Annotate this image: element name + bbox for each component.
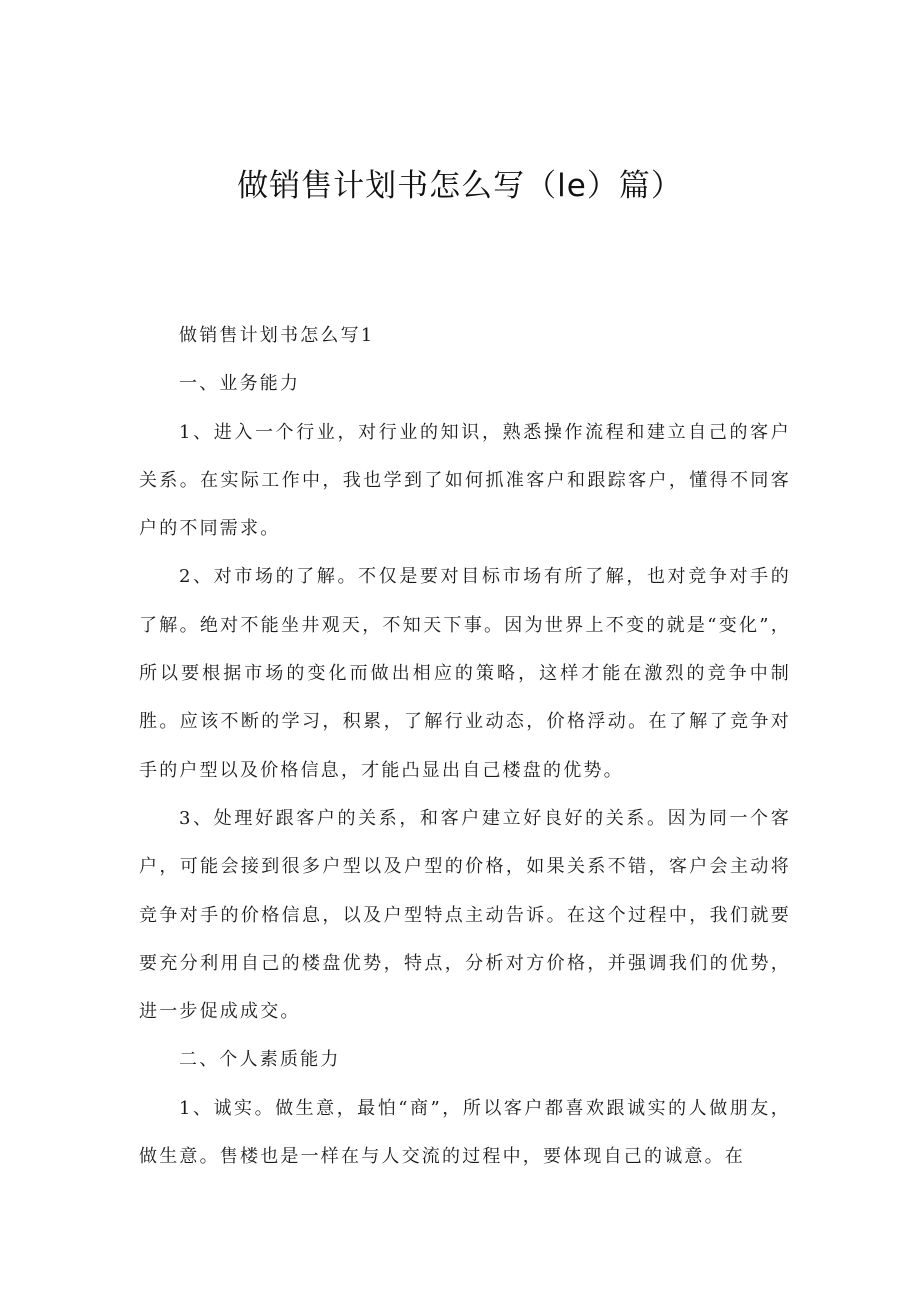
section-heading: 做销售计划书怎么写1 (179, 325, 375, 346)
body-paragraph: 1、进入一个行业，对行业的知识，熟悉操作流程和建立自己的客户关系。在实际工作中，我也学到了如何抓准客户和跟踪客户，懂得不同客户的不同需求。 (139, 421, 791, 540)
body-paragraph: 1、诚实。做生意，最怕“商”，所以客户都喜欢跟诚实的人做朋友，做生意。售楼也是一样在与人交流的过程中，要体现自己的诚意。在 (139, 1097, 791, 1168)
body-paragraph: 2、对市场的了解。不仅是要对目标市场有所了解，也对竞争对手的了解。绝对不能坐井观天，不知天下事。因为世界上不变的就是“变化”，所以要根据市场的变化而做出相应的策略，这样才能在激烈的竞争中制胜。应该不断的学习，积累，了解行业动态，价格浮动。在了解了竞争对手的户型以及价格信息，才能凸显出自己楼盘的优势。 (139, 566, 791, 781)
document-title: 做销售计划书怎么写（le）篇） (237, 168, 683, 204)
body-paragraph: 3、处理好跟客户的关系，和客户建立好良好的关系。因为同一个客户，可能会接到很多户型以及户型的价格，如果关系不错，客户会主动将竞争对手的价格信息，以及户型特点主动告诉。在这个过程中，我们就要要充分利用自己的楼盘优势，特点，分析对方价格，并强调我们的优势，进一步促成成交。 (139, 807, 791, 1023)
subsection-heading: 一、业务能力 (179, 373, 301, 395)
subsection-heading: 二、个人素质能力 (179, 1049, 341, 1071)
document-body (139, 312, 791, 1181)
